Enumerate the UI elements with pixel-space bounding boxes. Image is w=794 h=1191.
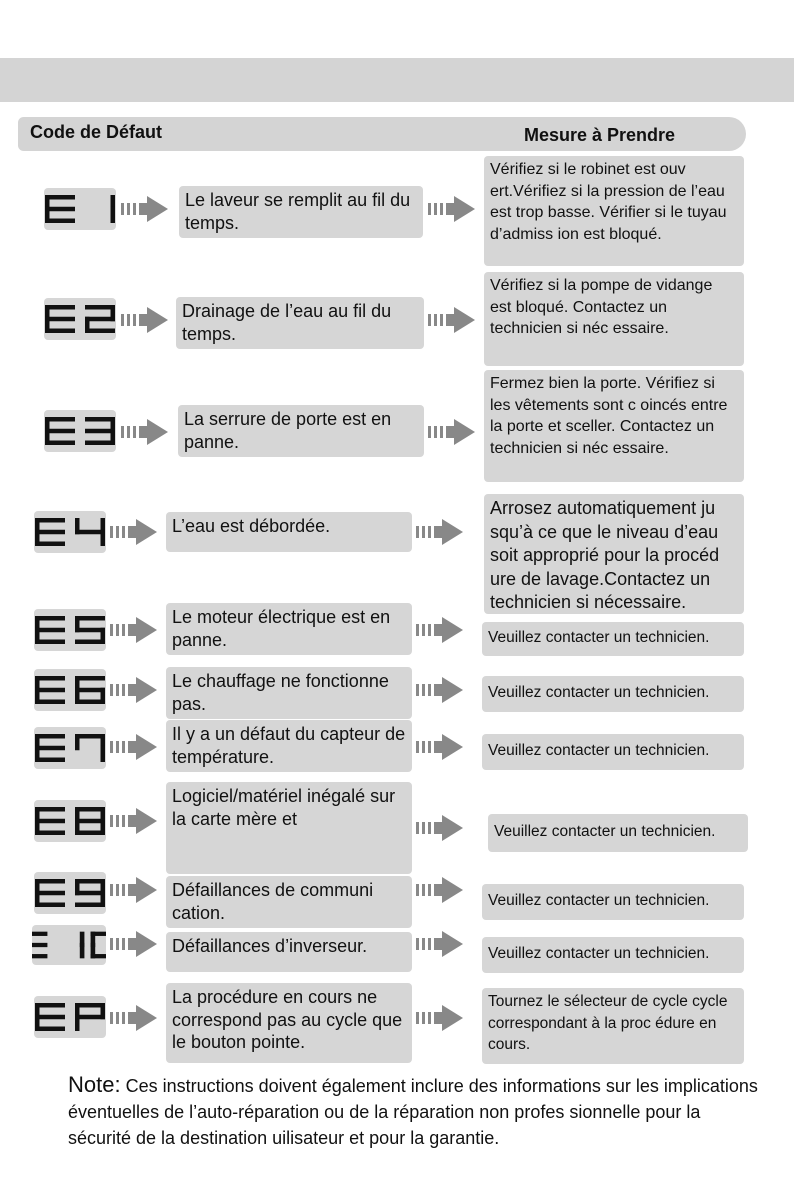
fault-description: Le laveur se remplit au fil du temps. bbox=[179, 186, 423, 238]
segment-display-icon bbox=[44, 410, 116, 452]
error-code-display bbox=[34, 511, 106, 553]
fault-description: Logiciel/matériel inégalé sur la carte mère et bbox=[166, 782, 412, 874]
segment-display-icon bbox=[44, 298, 116, 340]
arrow-icon bbox=[416, 616, 464, 644]
action-text: Veuillez contacter un technicien. bbox=[482, 676, 744, 712]
arrow-icon bbox=[416, 1004, 464, 1032]
header-action: Mesure à Prendre bbox=[524, 125, 676, 145]
fault-description: Le chauffage ne fonctionne pas. bbox=[166, 667, 412, 719]
action-text: Vérifiez si la pompe de vidange est bloqué. Contactez un technicien si néc essaire. bbox=[484, 272, 744, 366]
action-text: Veuillez contacter un technicien. bbox=[482, 734, 744, 770]
header-fault-code: Code de Défaut bbox=[30, 122, 163, 142]
arrow-icon bbox=[110, 876, 158, 904]
fault-description: Drainage de l’eau au fil du temps. bbox=[176, 297, 424, 349]
arrow-icon bbox=[110, 1004, 158, 1032]
segment-display-icon bbox=[34, 609, 106, 651]
arrow-icon bbox=[416, 733, 464, 761]
arrow-icon bbox=[416, 676, 464, 704]
arrow-icon bbox=[416, 876, 464, 904]
fault-description: Le moteur électrique est en panne. bbox=[166, 603, 412, 655]
segment-display-icon bbox=[44, 188, 116, 230]
action-text: Veuillez contacter un technicien. bbox=[482, 884, 744, 920]
arrow-icon bbox=[110, 676, 158, 704]
arrow-icon bbox=[110, 930, 158, 958]
fault-description: La procédure en cours ne correspond pas au cycle que le bouton pointe. bbox=[166, 983, 412, 1063]
action-text: Veuillez contacter un technicien. bbox=[488, 814, 748, 852]
note-label: Note: bbox=[68, 1072, 121, 1097]
error-code-display bbox=[34, 669, 106, 711]
arrow-icon bbox=[110, 518, 158, 546]
segment-display-icon bbox=[34, 727, 106, 769]
segment-display-icon bbox=[32, 925, 106, 965]
segment-display-icon bbox=[34, 800, 106, 842]
arrow-icon bbox=[110, 733, 158, 761]
error-code-display bbox=[44, 410, 116, 452]
arrow-icon bbox=[121, 306, 169, 334]
arrow-icon bbox=[110, 616, 158, 644]
error-code-display bbox=[34, 727, 106, 769]
error-code-display bbox=[32, 925, 106, 965]
arrow-icon bbox=[121, 418, 169, 446]
arrow-icon bbox=[121, 195, 169, 223]
segment-display-icon bbox=[34, 996, 106, 1038]
note-text: Ces instructions doivent également inclure des informations sur les implications éventuelles de l’auto-réparation ou de la réparation non profes sionnelle pour la sécurité de la destination uilisateur et pour la garantie. bbox=[68, 1076, 758, 1148]
fault-description: Défaillances d’inverseur. bbox=[166, 932, 412, 972]
note-paragraph bbox=[68, 1072, 768, 1151]
arrow-icon bbox=[416, 814, 464, 842]
action-text: Fermez bien la porte. Vérifiez si les vêtements sont c oincés entre la porte et sceller. Contactez un technicien si néc essaire. bbox=[484, 370, 744, 482]
arrow-icon bbox=[416, 518, 464, 546]
segment-display-icon bbox=[34, 872, 106, 914]
error-code-display bbox=[44, 298, 116, 340]
fault-description: La serrure de porte est en panne. bbox=[178, 405, 424, 457]
error-code-display bbox=[34, 609, 106, 651]
arrow-icon bbox=[110, 807, 158, 835]
action-text: Veuillez contacter un technicien. bbox=[482, 622, 744, 656]
fault-description: Défaillances de communi cation. bbox=[166, 876, 412, 928]
error-code-display bbox=[34, 872, 106, 914]
error-code-display bbox=[34, 800, 106, 842]
fault-description: Il y a un défaut du capteur de température. bbox=[166, 720, 412, 772]
action-text: Vérifiez si le robinet est ouv ert.Vérifiez si la pression de l’eau est trop basse. Vérifier si le tuyau d’admiss ion est bloqué. bbox=[484, 156, 744, 266]
arrow-icon bbox=[428, 418, 476, 446]
fault-description: L’eau est débordée. bbox=[166, 512, 412, 552]
error-code-display bbox=[34, 996, 106, 1038]
segment-display-icon bbox=[34, 511, 106, 553]
error-code-display bbox=[44, 188, 116, 230]
segment-display-icon bbox=[34, 669, 106, 711]
action-text: Tournez le sélecteur de cycle cycle correspondant à la proc édure en cours. bbox=[482, 988, 744, 1064]
arrow-icon bbox=[416, 930, 464, 958]
arrow-icon bbox=[428, 306, 476, 334]
top-band bbox=[0, 58, 794, 102]
arrow-icon bbox=[428, 195, 476, 223]
action-text: Arrosez automatiquement ju squ’à ce que le niveau d’eau soit approprié pour la procéd ure de lavage.Contactez un technicien si nécessaire. bbox=[484, 494, 744, 614]
action-text: Veuillez contacter un technicien. bbox=[482, 937, 744, 973]
